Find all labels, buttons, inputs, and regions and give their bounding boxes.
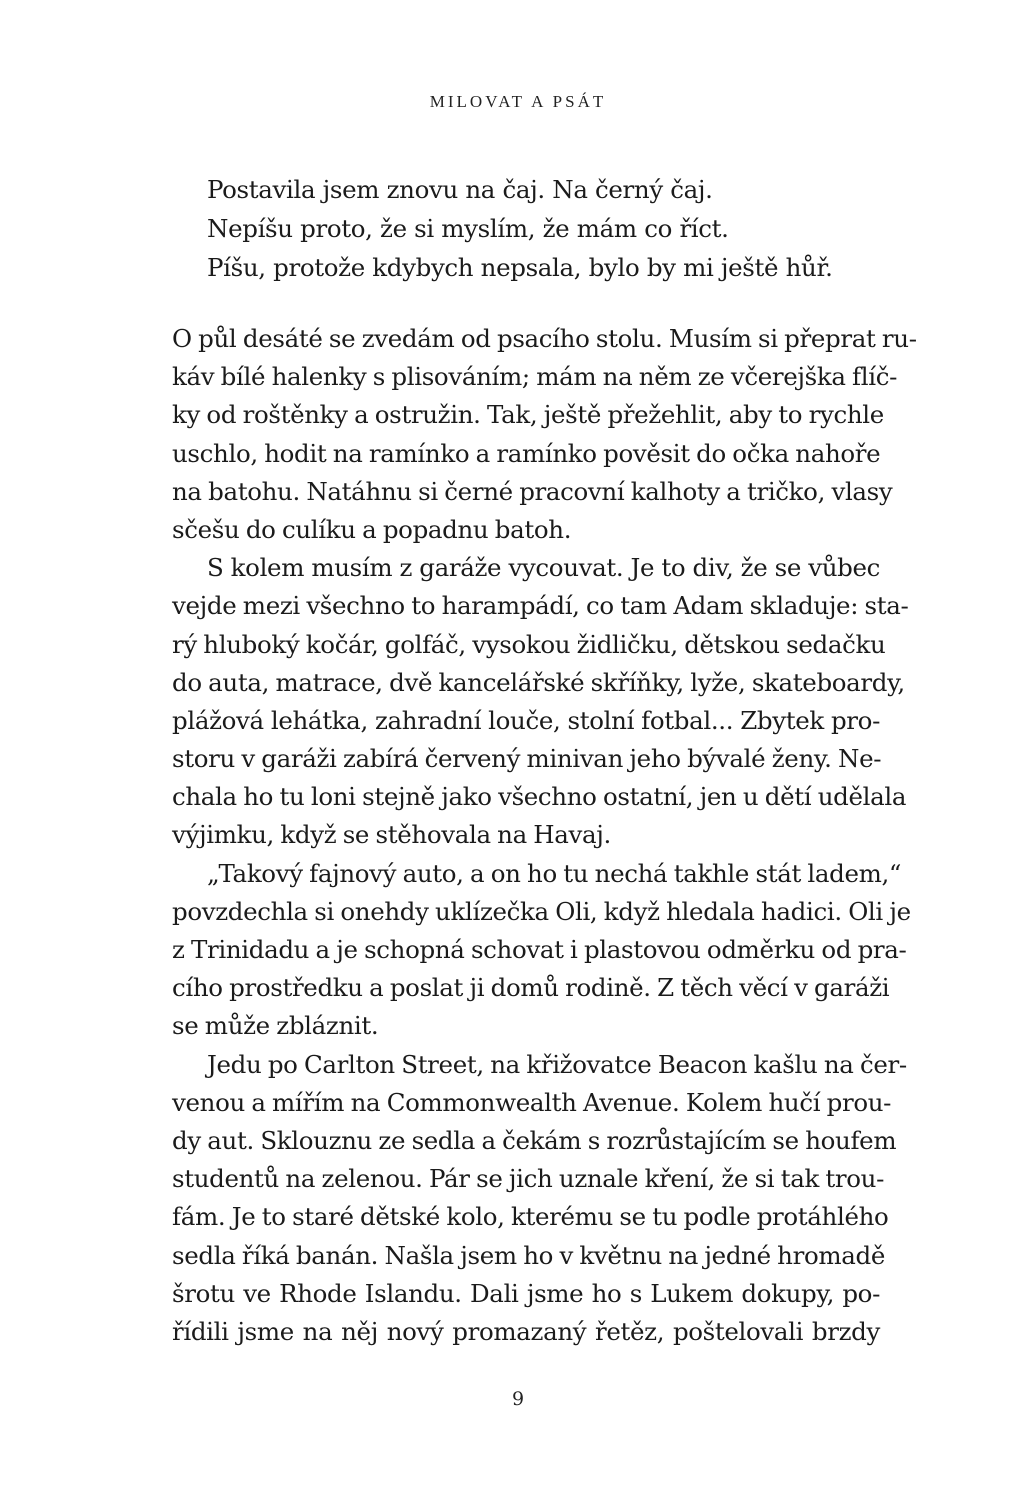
text-line: na batohu. Natáhnu si černé pracovní kalhoty a tričko, vlasy xyxy=(172,476,893,506)
text-line: ky od roštěnky a ostružin. Tak, ještě přežehlit, aby to rychle xyxy=(172,400,884,430)
text-line: „Takový fajnový auto, a on ho tu nechá takhle stát ladem,“ xyxy=(207,858,902,888)
page-number: 9 xyxy=(511,1388,525,1410)
paragraph xyxy=(172,855,911,1046)
text-line: výjimku, když se stěhovala na Havaj. xyxy=(172,820,611,850)
running-header: MILOVAT A PSÁT xyxy=(429,92,607,111)
text-line: povzdechla si onehdy uklízečka Oli, když hledala hadici. Oli je xyxy=(172,896,911,926)
text-line: cího prostředku a poslat ji domů rodině. Z těch věcí v garáži xyxy=(172,973,890,1003)
paragraph xyxy=(172,1046,907,1352)
epigraph-line: Nepíšu proto, že si myslím, že mám co říct. xyxy=(207,214,729,243)
text-line: venou a mířím na Commonwealth Avenue. Kolem hučí prou- xyxy=(172,1087,892,1117)
text-line: sedla říká banán. Našla jsem ho v květnu na jedné hromadě xyxy=(172,1240,885,1270)
text-line: rý hluboký kočár, golfáč, vysokou židličku, dětskou sedačku xyxy=(172,629,886,659)
text-line: z Trinidadu a je schopná schovat i plastovou odměrku od pra- xyxy=(172,935,907,964)
text-line: sčešu do culíku a popadnu batoh. xyxy=(172,514,572,544)
text-line: řídili jsme na něj nový promazaný řetěz, poštelovali brzdy xyxy=(172,1316,880,1346)
paragraph xyxy=(172,320,917,549)
body-text xyxy=(172,320,917,1351)
paragraph xyxy=(172,549,909,855)
epigraph xyxy=(207,170,907,287)
text-line: uschlo, hodit na ramínko a ramínko pověsit do očka nahoře xyxy=(172,438,881,468)
text-line: Jedu po Carlton Street, na křižovatce Beacon kašlu na čer- xyxy=(207,1049,907,1079)
text-line: chala ho tu loni stejně jako všechno ostatní, jen u dětí udělala xyxy=(172,782,907,812)
text-line: plážová lehátka, zahradní louče, stolní fotbal... Zbytek pro- xyxy=(172,705,880,735)
text-line: fám. Je to staré dětské kolo, kterému se tu podle protáhlého xyxy=(172,1202,889,1232)
text-line: do auta, matrace, dvě kancelářské skříňky, lyže, skateboardy, xyxy=(172,667,905,697)
text-line: storu v garáži zabírá červený minivan jeho bývalé ženy. Ne- xyxy=(172,744,882,774)
text-line: šrotu ve Rhode Islandu. Dali jsme ho s Lukem dokupy, po- xyxy=(172,1278,880,1308)
text-line: dy aut. Sklouznu ze sedla a čekám s rozrůstajícím se houfem xyxy=(172,1125,897,1155)
epigraph-line: Píšu, protože kdybych nepsala, bylo by mi ještě hůř. xyxy=(207,253,833,282)
epigraph-line: Postavila jsem znovu na čaj. Na černý čaj. xyxy=(207,175,713,204)
text-line: studentů na zelenou. Pár se jich uznale kření, že si tak trou- xyxy=(172,1164,885,1194)
text-line: S kolem musím z garáže vycouvat. Je to div, že se vůbec xyxy=(207,553,880,583)
text-line: káv bílé halenky s plisováním; mám na něm ze včerejška flíč- xyxy=(172,362,898,392)
text-line: vejde mezi všechno to harampádí, co tam Adam skladuje: sta- xyxy=(172,591,909,621)
text-line: O půl desáté se zvedám od psacího stolu. Musím si přeprat ru- xyxy=(172,324,917,353)
text-line: se může zbláznit. xyxy=(172,1011,379,1041)
